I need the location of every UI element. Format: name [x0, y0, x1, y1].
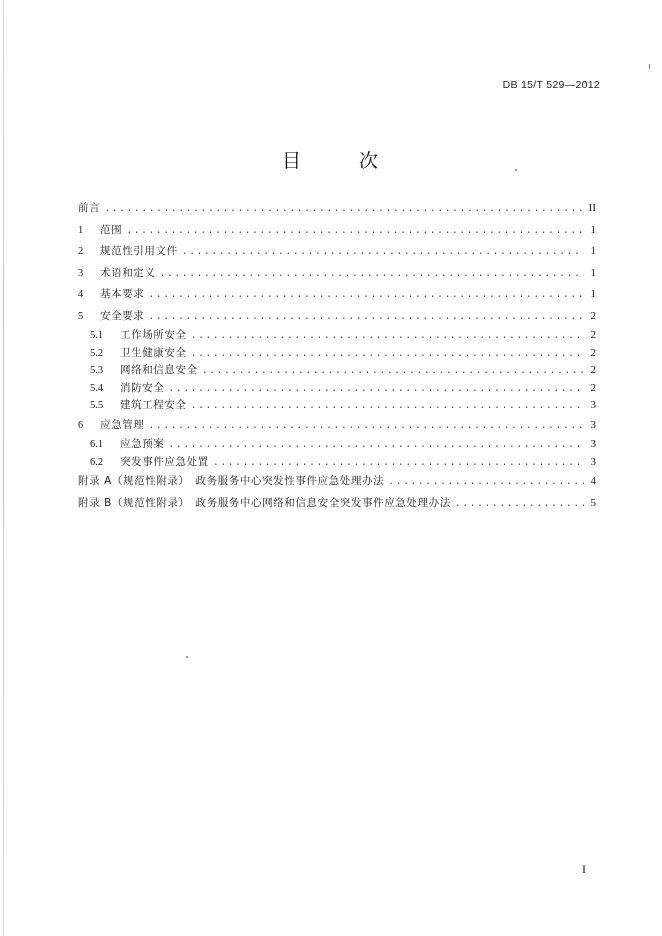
- toc-entry-number: 5: [78, 310, 84, 322]
- toc-entry-label: 规范性引用文件: [100, 245, 178, 257]
- toc-entry-label: 术语和定义: [100, 266, 156, 279]
- toc-dot-leader: [455, 494, 584, 516]
- document-code: DB 15/T 529—2012: [502, 79, 600, 91]
- toc-entry[interactable]: [78, 380, 596, 398]
- toc-entry[interactable]: [78, 220, 596, 242]
- toc-entry[interactable]: [78, 362, 596, 380]
- toc-dot-leader: [148, 416, 584, 438]
- toc-entry[interactable]: [78, 415, 596, 437]
- toc-entry-number: 6: [78, 419, 84, 431]
- toc-dot-leader: [168, 437, 584, 455]
- toc-dot-leader: [126, 221, 584, 243]
- toc-entry-page: 3: [590, 418, 596, 431]
- toc-entry-page: 1: [590, 223, 596, 236]
- toc-entry-page: 3: [590, 438, 596, 450]
- toc-entry-page: 3: [590, 455, 596, 468]
- toc-entry-label: 基本要求: [100, 288, 145, 300]
- toc-entry-page: 4: [590, 475, 596, 487]
- toc-entry-number: 5.3: [90, 365, 104, 376]
- toc-entry-number: 1: [78, 224, 84, 236]
- toc-entry-page: 1: [590, 288, 596, 300]
- toc-entry-number: 5.2: [90, 347, 104, 359]
- toc-dot-leader: [388, 472, 584, 494]
- toc-entry[interactable]: [78, 198, 596, 220]
- toc-entry[interactable]: [78, 397, 596, 415]
- toc-entry[interactable]: [78, 327, 596, 345]
- toc-entry-page: 5: [590, 496, 596, 509]
- toc-dot-leader: [191, 328, 584, 346]
- toc-entry-label: 工作场所安全: [120, 329, 187, 341]
- toc-entry-number: 5.1: [90, 330, 104, 341]
- toc-entry-label: 突发事件应急处置: [120, 455, 209, 468]
- toc-entry-number: 5.5: [90, 400, 104, 411]
- toc-dot-leader: [213, 455, 584, 473]
- toc-entry-page: 2: [590, 346, 596, 359]
- toc-dot-leader: [191, 346, 584, 364]
- toc-entry[interactable]: [78, 241, 596, 263]
- toc-entry[interactable]: [78, 454, 596, 472]
- toc-title: 目 次: [281, 150, 405, 172]
- toc-dot-leader: [191, 398, 584, 416]
- toc-dot-leader: [202, 363, 584, 381]
- toc-entry-page: 2: [590, 309, 596, 322]
- toc-entry[interactable]: [78, 471, 596, 493]
- toc-entry-label: 前言: [78, 202, 101, 214]
- toc-entry-label: 应急管理: [100, 418, 145, 431]
- toc-entry-label: 建筑工程安全: [120, 399, 187, 411]
- toc-entry-page: II: [588, 202, 596, 214]
- toc-entry-page: 2: [590, 364, 596, 376]
- toc-entry-number: 2: [78, 246, 84, 257]
- toc-entry-label: 网络和信息安全: [120, 364, 198, 376]
- toc-dot-leader: [104, 199, 584, 221]
- toc-entry-label: 附录 B（规范性附录） 政务服务中心网络和信息安全突发事件应急处理办法: [78, 496, 451, 509]
- toc-entry-label: 应急预案: [120, 438, 165, 450]
- toc-entry[interactable]: [78, 436, 596, 454]
- table-of-contents: [78, 198, 596, 514]
- toc-entry-number: 5.4: [90, 382, 104, 394]
- toc-entry-number: 4: [78, 289, 84, 300]
- toc-entry-label: 消防安全: [120, 381, 165, 394]
- toc-entry-number: 6.2: [90, 456, 104, 468]
- toc-dot-leader: [148, 285, 584, 307]
- toc-dot-leader: [148, 307, 584, 329]
- toc-entry-page: 1: [590, 245, 596, 257]
- toc-entry[interactable]: [78, 284, 596, 306]
- toc-entry-page: 2: [590, 329, 596, 341]
- toc-entry-label: 安全要求: [100, 309, 145, 322]
- toc-entry[interactable]: [78, 306, 596, 328]
- toc-dot-leader: [168, 381, 584, 399]
- scan-speck: [515, 169, 517, 171]
- scan-speck: [649, 64, 650, 69]
- toc-entry-label: 范围: [100, 223, 123, 236]
- toc-entry[interactable]: [78, 345, 596, 363]
- toc-entry[interactable]: [78, 493, 596, 515]
- toc-entry-label: 卫生健康安全: [120, 346, 187, 359]
- toc-entry-page: 2: [590, 381, 596, 394]
- toc-entry-number: 6.1: [90, 439, 104, 450]
- scan-edge-line: [3, 0, 4, 936]
- toc-entry-number: 3: [78, 267, 84, 279]
- scan-speck: [186, 656, 188, 658]
- toc-entry-label: 附录 A（规范性附录） 政务服务中心突发性事件应急处理办法: [78, 475, 385, 487]
- toc-dot-leader: [160, 264, 585, 286]
- page-number: I: [582, 862, 586, 876]
- toc-dot-leader: [182, 242, 584, 264]
- toc-entry-page: 1: [590, 266, 596, 279]
- toc-entry[interactable]: [78, 263, 596, 285]
- toc-entry-page: 3: [590, 399, 596, 411]
